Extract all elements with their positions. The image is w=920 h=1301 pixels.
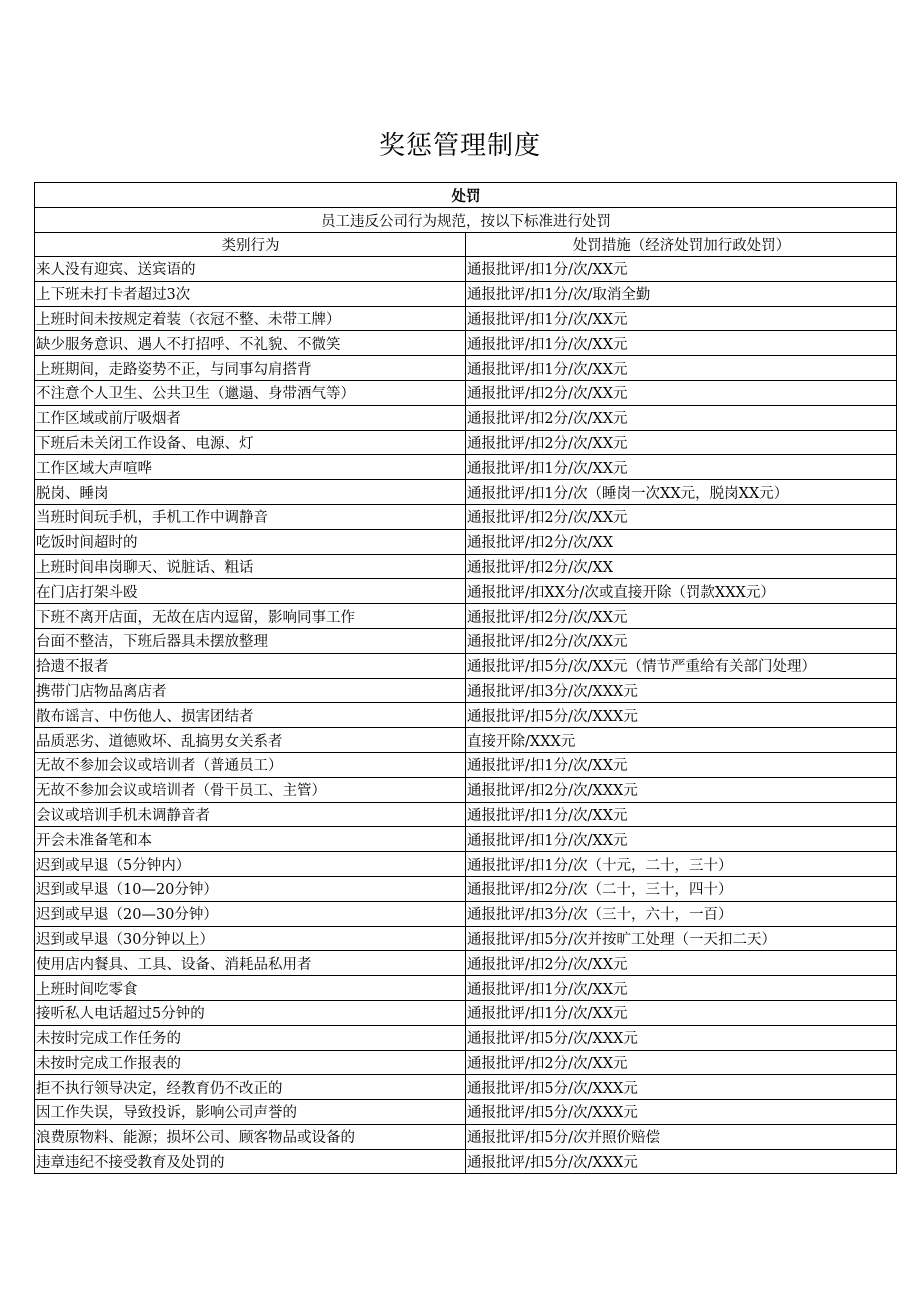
measure-cell: 通报批评/扣5分/次/XXX元 [466, 1075, 897, 1100]
measure-cell: 通报批评/扣1分/次/XX元 [466, 356, 897, 381]
table-row [35, 257, 897, 282]
category-cell: 上班时间串岗聊天、说脏话、粗话 [35, 554, 466, 579]
category-cell: 迟到或早退（5分钟内） [35, 852, 466, 877]
table-row [35, 380, 897, 405]
measure-cell: 通报批评/扣2分/次/XX元 [466, 604, 897, 629]
category-cell: 上班时间未按规定着装（衣冠不整、未带工牌） [35, 306, 466, 331]
page-title: 奖惩管理制度 [378, 131, 541, 161]
category-cell: 浪费原物料、能源；损坏公司、顾客物品或设备的 [35, 1124, 466, 1149]
table-row [35, 703, 897, 728]
category-cell: 台面不整洁，下班后器具未摆放整理 [35, 628, 466, 653]
measure-cell: 通报批评/扣XX分/次或直接开除（罚款XXX元） [466, 579, 897, 604]
category-cell: 未按时完成工作任务的 [35, 1025, 466, 1050]
category-cell: 无故不参加会议或培训者（骨干员工、主管） [35, 777, 466, 802]
measure-cell: 通报批评/扣2分/次/XX元 [466, 628, 897, 653]
measure-cell: 通报批评/扣1分/次/XX元 [466, 976, 897, 1001]
table-row [35, 653, 897, 678]
table-row [35, 876, 897, 901]
category-cell: 在门店打架斗殴 [35, 579, 466, 604]
table-row [35, 802, 897, 827]
measure-cell: 通报批评/扣1分/次/XX元 [466, 455, 897, 480]
table-row [35, 901, 897, 926]
measure-cell: 通报批评/扣1分/次/XX元 [466, 331, 897, 356]
table-row [35, 480, 897, 505]
category-cell: 散布谣言、中伤他人、损害团结者 [35, 703, 466, 728]
table-row [35, 1100, 897, 1125]
category-cell: 使用店内餐具、工具、设备、消耗品私用者 [35, 951, 466, 976]
table-row [35, 678, 897, 703]
category-cell: 迟到或早退（20—30分钟） [35, 901, 466, 926]
measure-cell: 通报批评/扣2分/次（二十，三十，四十） [466, 876, 897, 901]
category-cell: 会议或培训手机未调静音者 [35, 802, 466, 827]
category-cell: 不注意个人卫生、公共卫生（邋遢、身带酒气等） [35, 380, 466, 405]
table-row [35, 405, 897, 430]
measure-cell: 通报批评/扣1分/次/XX元 [466, 306, 897, 331]
table-row [35, 604, 897, 629]
table-row [35, 951, 897, 976]
category-cell: 工作区域或前厅吸烟者 [35, 405, 466, 430]
category-cell: 拾遗不报者 [35, 653, 466, 678]
table-row [35, 926, 897, 951]
table-row [35, 728, 897, 753]
table-row [35, 752, 897, 777]
description-row [35, 208, 897, 233]
measure-cell: 通报批评/扣5分/次/XX元（情节严重给有关部门处理） [466, 653, 897, 678]
measure-cell: 通报批评/扣2分/次/XXX元 [466, 777, 897, 802]
category-cell: 因工作失误，导致投诉，影响公司声誉的 [35, 1100, 466, 1125]
column-header-category: 类别行为 [35, 233, 466, 257]
measure-cell: 通报批评/扣5分/次/XXX元 [466, 703, 897, 728]
measure-cell: 通报批评/扣2分/次/XX元 [466, 504, 897, 529]
column-header-measure: 处罚措施（经济处罚加行政处罚） [466, 233, 897, 257]
table-row [35, 504, 897, 529]
category-cell: 违章违纪不接受教育及处罚的 [35, 1149, 466, 1174]
table-row [35, 281, 897, 306]
measure-cell: 通报批评/扣5分/次并按旷工处理（一天扣二天） [466, 926, 897, 951]
section-description: 员工违反公司行为规范，按以下标准进行处罚 [35, 208, 897, 233]
measure-cell: 通报批评/扣1分/次（睡岗一次XX元，脱岗XX元） [466, 480, 897, 505]
section-header-row [35, 183, 897, 208]
table-row [35, 430, 897, 455]
measure-cell: 通报批评/扣2分/次/XX元 [466, 951, 897, 976]
measure-cell: 通报批评/扣5分/次/XXX元 [466, 1025, 897, 1050]
table-row [35, 306, 897, 331]
measure-cell: 通报批评/扣1分/次/XX元 [466, 257, 897, 282]
category-cell: 品质恶劣、道德败坏、乱搞男女关系者 [35, 728, 466, 753]
measure-cell: 通报批评/扣1分/次/XX元 [466, 802, 897, 827]
table-row [35, 1050, 897, 1075]
measure-cell: 通报批评/扣1分/次/XX元 [466, 1000, 897, 1025]
category-cell: 工作区域大声喧哗 [35, 455, 466, 480]
measure-cell: 通报批评/扣1分/次/XX元 [466, 752, 897, 777]
measure-cell: 直接开除/XXX元 [466, 728, 897, 753]
measure-cell: 通报批评/扣2分/次/XX元 [466, 405, 897, 430]
measure-cell: 通报批评/扣1分/次/XX元 [466, 827, 897, 852]
measure-cell: 通报批评/扣2分/次/XX [466, 554, 897, 579]
table-row [35, 1149, 897, 1174]
table-row [35, 777, 897, 802]
measure-cell: 通报批评/扣5分/次/XXX元 [466, 1100, 897, 1125]
table-row [35, 1000, 897, 1025]
category-cell: 脱岗、睡岗 [35, 480, 466, 505]
table-row [35, 529, 897, 554]
category-cell: 上班期间，走路姿势不正，与同事勾肩搭背 [35, 356, 466, 381]
category-cell: 接听私人电话超过5分钟的 [35, 1000, 466, 1025]
measure-cell: 通报批评/扣2分/次/XX元 [466, 430, 897, 455]
category-cell: 迟到或早退（30分钟以上） [35, 926, 466, 951]
table-row [35, 852, 897, 877]
table-row [35, 331, 897, 356]
category-cell: 吃饭时间超时的 [35, 529, 466, 554]
table-row [35, 579, 897, 604]
table-row [35, 554, 897, 579]
measure-cell: 通报批评/扣5分/次并照价赔偿 [466, 1124, 897, 1149]
category-cell: 迟到或早退（10—20分钟） [35, 876, 466, 901]
table-row [35, 976, 897, 1001]
column-header-row [35, 233, 897, 257]
measure-cell: 通报批评/扣2分/次/XX元 [466, 380, 897, 405]
table-row [35, 356, 897, 381]
measure-cell: 通报批评/扣2分/次/XX [466, 529, 897, 554]
category-cell: 开会未准备笔和本 [35, 827, 466, 852]
penalty-table [34, 182, 897, 1174]
measure-cell: 通报批评/扣1分/次（十元，二十，三十） [466, 852, 897, 877]
measure-cell: 通报批评/扣3分/次/XXX元 [466, 678, 897, 703]
category-cell: 来人没有迎宾、送宾语的 [35, 257, 466, 282]
table-row [35, 1075, 897, 1100]
table-row [35, 827, 897, 852]
measure-cell: 通报批评/扣1分/次/取消全勤 [466, 281, 897, 306]
category-cell: 无故不参加会议或培训者（普通员工） [35, 752, 466, 777]
measure-cell: 通报批评/扣3分/次（三十，六十，一百） [466, 901, 897, 926]
category-cell: 上下班未打卡者超过3次 [35, 281, 466, 306]
table-row [35, 1124, 897, 1149]
category-cell: 未按时完成工作报表的 [35, 1050, 466, 1075]
section-title: 处罚 [35, 183, 897, 208]
category-cell: 拒不执行领导决定，经教育仍不改正的 [35, 1075, 466, 1100]
measure-cell: 通报批评/扣2分/次/XX元 [466, 1050, 897, 1075]
category-cell: 当班时间玩手机，手机工作中调静音 [35, 504, 466, 529]
measure-cell: 通报批评/扣5分/次/XXX元 [466, 1149, 897, 1174]
table-row [35, 1025, 897, 1050]
category-cell: 下班不离开店面，无故在店内逗留，影响同事工作 [35, 604, 466, 629]
category-cell: 上班时间吃零食 [35, 976, 466, 1001]
category-cell: 缺少服务意识、遇人不打招呼、不礼貌、不微笑 [35, 331, 466, 356]
table-row [35, 455, 897, 480]
table-row [35, 628, 897, 653]
category-cell: 下班后未关闭工作设备、电源、灯 [35, 430, 466, 455]
category-cell: 携带门店物品离店者 [35, 678, 466, 703]
